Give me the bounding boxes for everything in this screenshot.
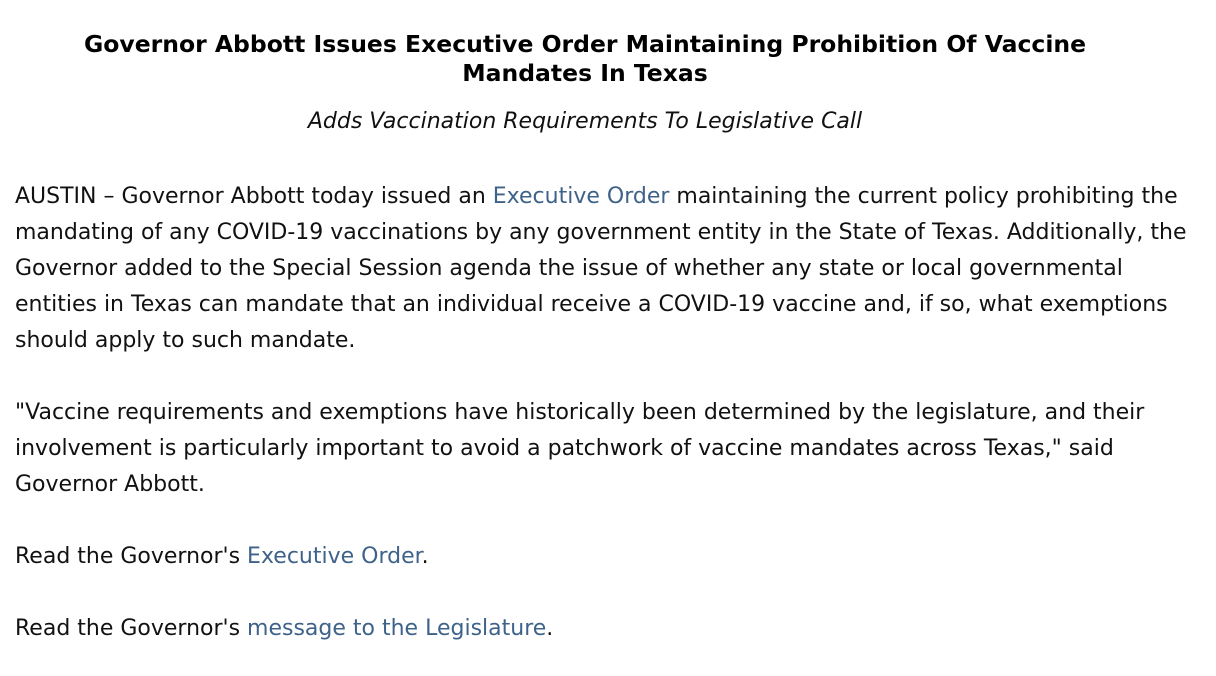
article-title: Governor Abbott Issues Executive Order Maintaining Prohibition Of Vaccine Mandates In Texas: [83, 30, 1087, 87]
article-subtitle: Adds Vaccination Requirements To Legislative Call: [307, 109, 863, 134]
paragraph-read-order: [15, 539, 1205, 575]
paragraph-text: Read the Governor's: [15, 544, 248, 569]
paragraph-text: Read the Governor's: [15, 616, 248, 641]
press-release: [15, 30, 1205, 647]
paragraph-read-message: [15, 611, 1205, 647]
paragraph-text: AUSTIN – Governor Abbott today issued an: [15, 184, 493, 209]
paragraph-announcement: [15, 179, 1205, 359]
read-executive-order-link[interactable]: Executive Order: [247, 544, 422, 569]
paragraph-text: .: [421, 544, 429, 569]
executive-order-link[interactable]: Executive Order: [492, 184, 670, 209]
paragraph-text: maintaining the current policy prohibiting the mandating of any COVID-19 vaccinations by any government entity in the State of Texas. Additionally, the Governor added to the Special Session agenda the issue of whether any state or local governmental entities in Texas can mandate that an individual receive a COVID-19 vaccine and, if so, what exemptions should apply to such mandate.: [15, 184, 1187, 353]
paragraph-text: .: [546, 616, 554, 641]
message-to-legislature-link[interactable]: message to the Legislature: [247, 616, 547, 641]
paragraph-quote: "Vaccine requirements and exemptions have historically been determined by the legislature, and their involvement is particularly important to avoid a patchwork of vaccine mandates across Texas," said Governor Abbott.: [15, 400, 1145, 497]
